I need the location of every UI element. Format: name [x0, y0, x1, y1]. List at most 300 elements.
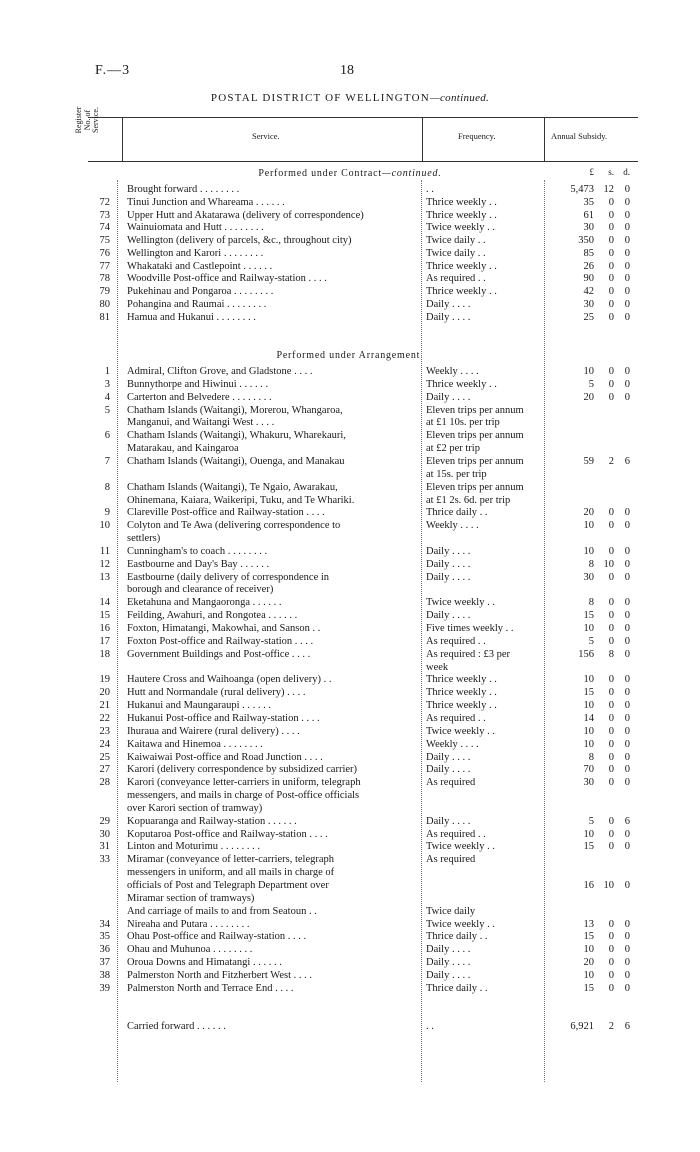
- pounds-value: 10: [583, 520, 594, 532]
- frequency-value: As required . .: [426, 828, 486, 840]
- table-row: [0, 648, 700, 661]
- table-row: [0, 442, 700, 455]
- shillings-value: 2: [608, 455, 614, 467]
- register-number: 8: [104, 481, 110, 493]
- frequency-value: Eleven trips per annum: [426, 455, 524, 467]
- pence-value: 0: [624, 944, 630, 956]
- frequency-value: at £2 per trip: [426, 443, 480, 455]
- frequency-value: Twice weekly . .: [426, 597, 495, 609]
- table-row: [0, 828, 700, 841]
- table-row: [0, 982, 700, 995]
- frequency-value: Daily . . . .: [426, 545, 471, 557]
- pence-value: 0: [624, 880, 630, 891]
- service-description: Eastbourne (daily delivery of correspondence in: [127, 571, 330, 583]
- frequency-value: As required: [426, 854, 476, 866]
- register-number: 14: [99, 597, 110, 609]
- register-number: 39: [99, 982, 110, 994]
- pounds-value: 59: [583, 455, 594, 467]
- service-description: Hukanui Post-office and Railway-station . . . .: [127, 712, 320, 724]
- service-description: Hamua and Hukanui . . . . . . . .: [127, 311, 256, 323]
- table-row: [0, 260, 700, 273]
- pence-value: 0: [624, 378, 630, 390]
- service-description: Eastbourne and Day's Bay . . . . . .: [127, 558, 270, 570]
- register-number: 79: [99, 286, 110, 297]
- pounds-value: 10: [583, 969, 594, 981]
- register-number: 15: [99, 610, 110, 622]
- body-divider-register: [117, 180, 118, 1082]
- shillings-value: 0: [608, 982, 614, 994]
- service-description: Carried forward . . . . . .: [127, 1021, 226, 1032]
- pence-value: 0: [624, 597, 630, 609]
- pence-value: 0: [624, 687, 630, 699]
- service-description: Wellington (delivery of parcels, &c., throughout city): [127, 235, 352, 246]
- frequency-value: Thrice daily . .: [426, 507, 488, 519]
- service-description: Ohau and Muhunoa . . . . . . . .: [127, 944, 253, 956]
- service-description: Cunningham's to coach . . . . . . . .: [127, 545, 268, 557]
- register-number: 28: [99, 777, 110, 789]
- service-description: Chatham Islands (Waitangi), Whakuru, Wharekauri,: [127, 430, 346, 442]
- register-number: 35: [99, 931, 110, 943]
- service-description: messengers in uniform, and all mails in charge of: [127, 867, 335, 879]
- register-number: 31: [99, 841, 110, 853]
- pence-value: 0: [624, 196, 630, 208]
- service-description: Oroua Downs and Himatangi . . . . . .: [127, 957, 282, 969]
- service-description: Hukanui and Maungaraupi . . . . . .: [127, 700, 272, 712]
- service-description: Karori (delivery correspondence by subsidized carrier): [127, 764, 358, 776]
- register-number: 38: [99, 969, 110, 981]
- col-divider-frequency: [544, 117, 545, 161]
- register-number: 11: [99, 545, 110, 557]
- pence-value: 0: [624, 841, 630, 853]
- table-row: [0, 661, 700, 674]
- pounds-value: 6,921: [570, 1021, 594, 1032]
- table-row: [0, 969, 700, 982]
- table-row: [0, 802, 700, 815]
- service-description: Hautere Cross and Waihoanga (open delivery) . .: [127, 674, 332, 686]
- shillings-value: 0: [608, 545, 614, 557]
- pounds-value: 26: [583, 260, 594, 272]
- shillings-value: 10: [603, 558, 614, 570]
- table-row: [0, 892, 700, 905]
- register-number: 78: [99, 273, 110, 285]
- pounds-value: 10: [583, 828, 594, 840]
- shillings-value: 8: [608, 648, 614, 660]
- pence-value: 0: [624, 273, 630, 285]
- pence-value: 0: [624, 558, 630, 570]
- section-heading-arrangement: Performed under Arrangement.: [276, 350, 424, 361]
- table-row: [0, 622, 700, 635]
- table-row: [0, 416, 700, 429]
- pounds-value: 15: [583, 841, 594, 853]
- frequency-value: Eleven trips per annum: [426, 430, 524, 442]
- frequency-value: As required . .: [426, 635, 486, 647]
- pounds-value: 5,473: [570, 184, 594, 195]
- table-row: [0, 789, 700, 802]
- frequency-value: Eleven trips per annum: [426, 404, 524, 416]
- frequency-value: Twice weekly . .: [426, 918, 495, 930]
- pounds-value: 10: [583, 738, 594, 750]
- pence-value: 0: [624, 648, 630, 660]
- frequency-value: Daily . . . .: [426, 391, 471, 403]
- shillings-value: 0: [608, 700, 614, 712]
- service-description: Brought forward . . . . . . . .: [127, 184, 240, 195]
- register-number: 77: [99, 260, 110, 272]
- frequency-value: Thrice weekly . .: [426, 687, 497, 699]
- table-row: [0, 905, 700, 918]
- table-row: [0, 725, 700, 738]
- register-number: 20: [99, 687, 110, 699]
- register-number: 1: [104, 366, 110, 377]
- frequency-value: Twice daily . .: [426, 247, 486, 259]
- service-description: And carriage of mails to and from Seatoun . .: [127, 905, 317, 917]
- register-number: 73: [99, 209, 110, 221]
- register-number: 19: [99, 674, 110, 686]
- shillings-unit: s.: [608, 167, 614, 177]
- section-heading-contract-main: Performed under Contract: [258, 168, 382, 179]
- shillings-value: 0: [608, 196, 614, 208]
- frequency-value: Thrice weekly . .: [426, 674, 497, 686]
- shillings-value: 0: [608, 366, 614, 377]
- shillings-value: 0: [608, 298, 614, 310]
- pence-value: 0: [624, 957, 630, 969]
- shillings-value: 0: [608, 209, 614, 221]
- register-number: 18: [99, 648, 110, 660]
- frequency-value: Thrice weekly . .: [426, 700, 497, 712]
- table-row: [0, 196, 700, 209]
- pounds-value: 350: [578, 235, 594, 246]
- carried-forward-line: [0, 1020, 700, 1033]
- pounds-value: 10: [583, 545, 594, 557]
- pounds-value: 30: [583, 222, 594, 234]
- pounds-value: 25: [583, 311, 594, 323]
- shillings-value: 0: [608, 764, 614, 776]
- frequency-value: Weekly . . . .: [426, 366, 479, 377]
- shillings-value: 0: [608, 610, 614, 622]
- register-number: 75: [99, 235, 110, 246]
- pence-value: 0: [624, 507, 630, 519]
- service-description: Bunnythorpe and Hiwinui . . . . . .: [127, 378, 269, 390]
- pence-value: 0: [624, 235, 630, 246]
- section-heading-contract: [0, 168, 700, 179]
- pounds-value: 30: [583, 571, 594, 583]
- service-description: Kaitawa and Hinemoa . . . . . . . .: [127, 738, 263, 750]
- table-row: [0, 365, 700, 378]
- service-description: Admiral, Clifton Grove, and Gladstone . . . .: [127, 366, 313, 377]
- pence-value: 0: [624, 777, 630, 789]
- shillings-value: 0: [608, 623, 614, 634]
- service-description: borough and clearance of receiver): [127, 584, 274, 596]
- shillings-value: 0: [608, 247, 614, 259]
- pence-value: 0: [624, 366, 630, 377]
- table-row: [0, 311, 700, 324]
- pence-value: 0: [624, 712, 630, 724]
- pounds-value: 30: [583, 777, 594, 789]
- pence-value: 0: [624, 738, 630, 750]
- subsidy-column-header: Annual Subsidy.: [551, 131, 608, 141]
- pence-value: 0: [624, 700, 630, 712]
- shillings-value: 0: [608, 222, 614, 234]
- pounds-value: 16: [583, 880, 594, 891]
- table-row: [0, 571, 700, 584]
- pounds-value: 5: [588, 635, 594, 647]
- register-number: 6: [104, 430, 110, 442]
- pence-value: 0: [624, 222, 630, 234]
- frequency-value: Twice weekly . .: [426, 222, 495, 234]
- table-row: [0, 686, 700, 699]
- pounds-value: 15: [583, 931, 594, 943]
- frequency-value: As required . .: [426, 712, 486, 724]
- pounds-value: 10: [583, 623, 594, 634]
- pounds-value: 85: [583, 247, 594, 259]
- table-row: [0, 391, 700, 404]
- service-description: Carterton and Belvedere . . . . . . . .: [127, 391, 272, 403]
- page-title-main: POSTAL DISTRICT OF WELLINGTON: [210, 92, 430, 104]
- frequency-value: Daily . . . .: [426, 558, 471, 570]
- pence-value: 0: [624, 260, 630, 272]
- shillings-value: 0: [608, 391, 614, 403]
- frequency-value: Daily . . . .: [426, 969, 471, 981]
- register-number: 27: [99, 764, 110, 776]
- pence-value: 0: [624, 623, 630, 634]
- pounds-value: 20: [583, 957, 594, 969]
- register-header-line2: No. of: [82, 109, 92, 131]
- service-description: Ohau Post-office and Railway-station . . . .: [127, 931, 307, 943]
- shillings-value: 0: [608, 235, 614, 246]
- service-description: Kopuaranga and Railway-station . . . . . .: [127, 815, 297, 827]
- body-divider-service: [421, 180, 422, 1082]
- pence-value: 6: [624, 455, 630, 467]
- frequency-value: As required: [426, 777, 476, 789]
- pence-value: 0: [624, 184, 630, 195]
- frequency-value: Five times weekly . .: [426, 623, 514, 634]
- shillings-value: 0: [608, 944, 614, 956]
- register-number: 7: [104, 455, 110, 467]
- frequency-value: Thrice weekly . .: [426, 196, 497, 208]
- service-description: Chatham Islands (Waitangi), Ouenga, and Manakau: [127, 455, 345, 467]
- pounds-value: 15: [583, 610, 594, 622]
- table-row: [0, 429, 700, 442]
- shillings-value: 0: [608, 777, 614, 789]
- frequency-value: Twice weekly . .: [426, 725, 495, 737]
- pounds-value: 8: [588, 558, 594, 570]
- table-row: [0, 712, 700, 725]
- shillings-value: 0: [608, 815, 614, 827]
- service-description: Pohangina and Raumai . . . . . . . .: [127, 298, 267, 310]
- table-row: [0, 455, 700, 468]
- service-description: Woodville Post-office and Railway-station . . . .: [127, 273, 327, 285]
- frequency-value: at £1 10s. per trip: [426, 417, 500, 429]
- frequency-value: at 15s. per trip: [426, 468, 487, 480]
- service-description: Foxton Post-office and Railway-station . . . .: [127, 635, 314, 647]
- frequency-value: Daily . . . .: [426, 957, 471, 969]
- pounds-value: 13: [583, 918, 594, 930]
- table-row: [0, 298, 700, 311]
- service-description: Kaiwaiwai Post-office and Road Junction . . . .: [127, 751, 323, 763]
- frequency-column-header: Frequency.: [458, 131, 496, 141]
- table-head-rule: [88, 161, 638, 162]
- pence-value: 6: [624, 1021, 630, 1032]
- shillings-value: 0: [608, 507, 614, 519]
- frequency-value: Daily . . . .: [426, 764, 471, 776]
- table-row: [0, 738, 700, 751]
- register-number: 74: [99, 222, 110, 234]
- register-number: 23: [99, 725, 110, 737]
- table-row: [0, 285, 700, 298]
- register-header-line1: Register: [74, 106, 83, 134]
- table-row: [0, 930, 700, 943]
- register-number: 10: [99, 520, 110, 532]
- shillings-value: 0: [608, 725, 614, 737]
- pence-value: 0: [624, 247, 630, 259]
- page-header-left: F.—3: [95, 63, 131, 78]
- table-row: [0, 943, 700, 956]
- pence-value: 0: [624, 674, 630, 686]
- pence-value: 0: [624, 209, 630, 221]
- shillings-value: 0: [608, 311, 614, 323]
- register-number: 34: [99, 918, 110, 930]
- frequency-value: Thrice daily . .: [426, 982, 488, 994]
- service-description: Palmerston North and Terrace End . . . .: [127, 982, 294, 994]
- table-row: [0, 751, 700, 764]
- section-heading-contract-suffix: —continued.: [381, 168, 442, 179]
- frequency-value: Daily . . . .: [426, 610, 471, 622]
- shillings-value: 0: [608, 597, 614, 609]
- pounds-value: 20: [583, 507, 594, 519]
- pounds-unit: £: [589, 167, 594, 177]
- frequency-value: Daily . . . .: [426, 815, 471, 827]
- register-number: 30: [99, 828, 110, 840]
- pence-value: 0: [624, 610, 630, 622]
- shillings-value: 0: [608, 751, 614, 763]
- register-number: 12: [99, 558, 110, 570]
- frequency-value: Twice daily: [426, 905, 476, 917]
- table-row: [0, 378, 700, 391]
- register-number: 72: [99, 196, 110, 208]
- service-description: Whakataki and Castlepoint . . . . . .: [127, 260, 273, 272]
- register-number: 5: [104, 404, 110, 416]
- pounds-value: 35: [583, 196, 594, 208]
- register-number: 76: [99, 247, 110, 259]
- shillings-value: 0: [608, 286, 614, 297]
- shillings-value: 0: [608, 918, 614, 930]
- table-row: [0, 545, 700, 558]
- shillings-value: 0: [608, 260, 614, 272]
- service-description: Nireaha and Putara . . . . . . . .: [127, 918, 250, 930]
- pounds-value: 70: [583, 764, 594, 776]
- table-row: [0, 183, 700, 196]
- table-row: [0, 699, 700, 712]
- frequency-value: Eleven trips per annum: [426, 481, 524, 493]
- table-row: [0, 956, 700, 969]
- shillings-value: 0: [608, 712, 614, 724]
- service-description: Miramar (conveyance of letter-carriers, telegraph: [127, 854, 335, 866]
- frequency-value: Daily . . . .: [426, 298, 471, 310]
- table-row: [0, 481, 700, 494]
- frequency-value: As required : £3 per: [426, 648, 510, 660]
- table-row: [0, 272, 700, 285]
- page-title: [0, 92, 700, 104]
- pounds-value: 8: [588, 597, 594, 609]
- page-title-suffix: —continued.: [429, 92, 490, 104]
- frequency-value: week: [426, 661, 449, 673]
- frequency-value: Daily . . . .: [426, 311, 471, 323]
- pounds-value: 5: [588, 815, 594, 827]
- pence-value: 0: [624, 725, 630, 737]
- frequency-value: Daily . . . .: [426, 571, 471, 583]
- service-description: Chatham Islands (Waitangi), Morerou, Whangaroa,: [127, 404, 343, 416]
- table-row: [0, 635, 700, 648]
- frequency-value: Twice weekly . .: [426, 841, 495, 853]
- pounds-value: 156: [578, 648, 594, 660]
- frequency-value: . .: [426, 184, 434, 195]
- register-number: 3: [104, 378, 110, 390]
- pence-unit: d.: [623, 167, 630, 177]
- pence-value: 0: [624, 298, 630, 310]
- table-top-rule: [88, 117, 638, 118]
- table-row: [0, 519, 700, 532]
- frequency-value: Thrice weekly . .: [426, 260, 497, 272]
- pounds-value: 8: [588, 751, 594, 763]
- pounds-value: 20: [583, 391, 594, 403]
- register-column-header: [75, 95, 101, 145]
- service-description: messengers, and mails in charge of Post-office officials: [127, 790, 360, 802]
- register-number: 4: [104, 391, 110, 403]
- service-description: Palmerston North and Fitzherbert West . . . .: [127, 969, 313, 981]
- service-description: Chatham Islands (Waitangi), Te Ngaio, Awarakau,: [127, 481, 338, 493]
- service-description: Koputaroa Post-office and Railway-station . . . .: [127, 828, 328, 840]
- register-number: 9: [104, 507, 110, 519]
- pence-value: 0: [624, 828, 630, 840]
- service-description: Clareville Post-office and Railway-station . . . .: [127, 507, 325, 519]
- table-row: [0, 609, 700, 622]
- table-row: [0, 247, 700, 260]
- frequency-value: Thrice weekly . .: [426, 286, 497, 297]
- shillings-value: 0: [608, 841, 614, 853]
- shillings-value: 10: [603, 880, 614, 891]
- table-row: [0, 918, 700, 931]
- register-number: 13: [99, 571, 110, 583]
- service-column-header: Service.: [252, 131, 280, 141]
- pounds-value: 15: [583, 687, 594, 699]
- pounds-value: 30: [583, 298, 594, 310]
- frequency-value: Twice daily . .: [426, 235, 486, 246]
- register-number: 21: [99, 700, 110, 712]
- service-description: Foxton, Himatangi, Makowhai, and Sanson . .: [127, 623, 321, 634]
- service-description: Eketahuna and Mangaoronga . . . . . .: [127, 597, 282, 609]
- pence-value: 0: [624, 391, 630, 403]
- shillings-value: 2: [608, 1021, 614, 1032]
- service-description: Upper Hutt and Akatarawa (delivery of correspondence): [127, 209, 364, 221]
- shillings-value: 0: [608, 635, 614, 647]
- service-description: Karori (conveyance letter-carriers in uniform, telegraph: [127, 777, 361, 789]
- pounds-value: 10: [583, 725, 594, 737]
- pence-value: 0: [624, 520, 630, 532]
- shillings-value: 0: [608, 931, 614, 943]
- table-row: [0, 558, 700, 571]
- frequency-value: Thrice daily . .: [426, 931, 488, 943]
- table-row: [0, 763, 700, 776]
- service-description: Ohinemana, Kaiara, Waikeripi, Tuku, and Te Whariki.: [127, 494, 355, 506]
- table-row: [0, 404, 700, 417]
- service-description: Pukehinau and Pongaroa . . . . . . . .: [127, 286, 274, 297]
- table-row: [0, 234, 700, 247]
- register-number: 80: [99, 298, 110, 310]
- service-description: Government Buildings and Post-office . . . .: [127, 648, 311, 660]
- pence-value: 0: [624, 918, 630, 930]
- frequency-value: Weekly . . . .: [426, 738, 479, 750]
- table-row: [0, 583, 700, 596]
- pence-value: 0: [624, 931, 630, 943]
